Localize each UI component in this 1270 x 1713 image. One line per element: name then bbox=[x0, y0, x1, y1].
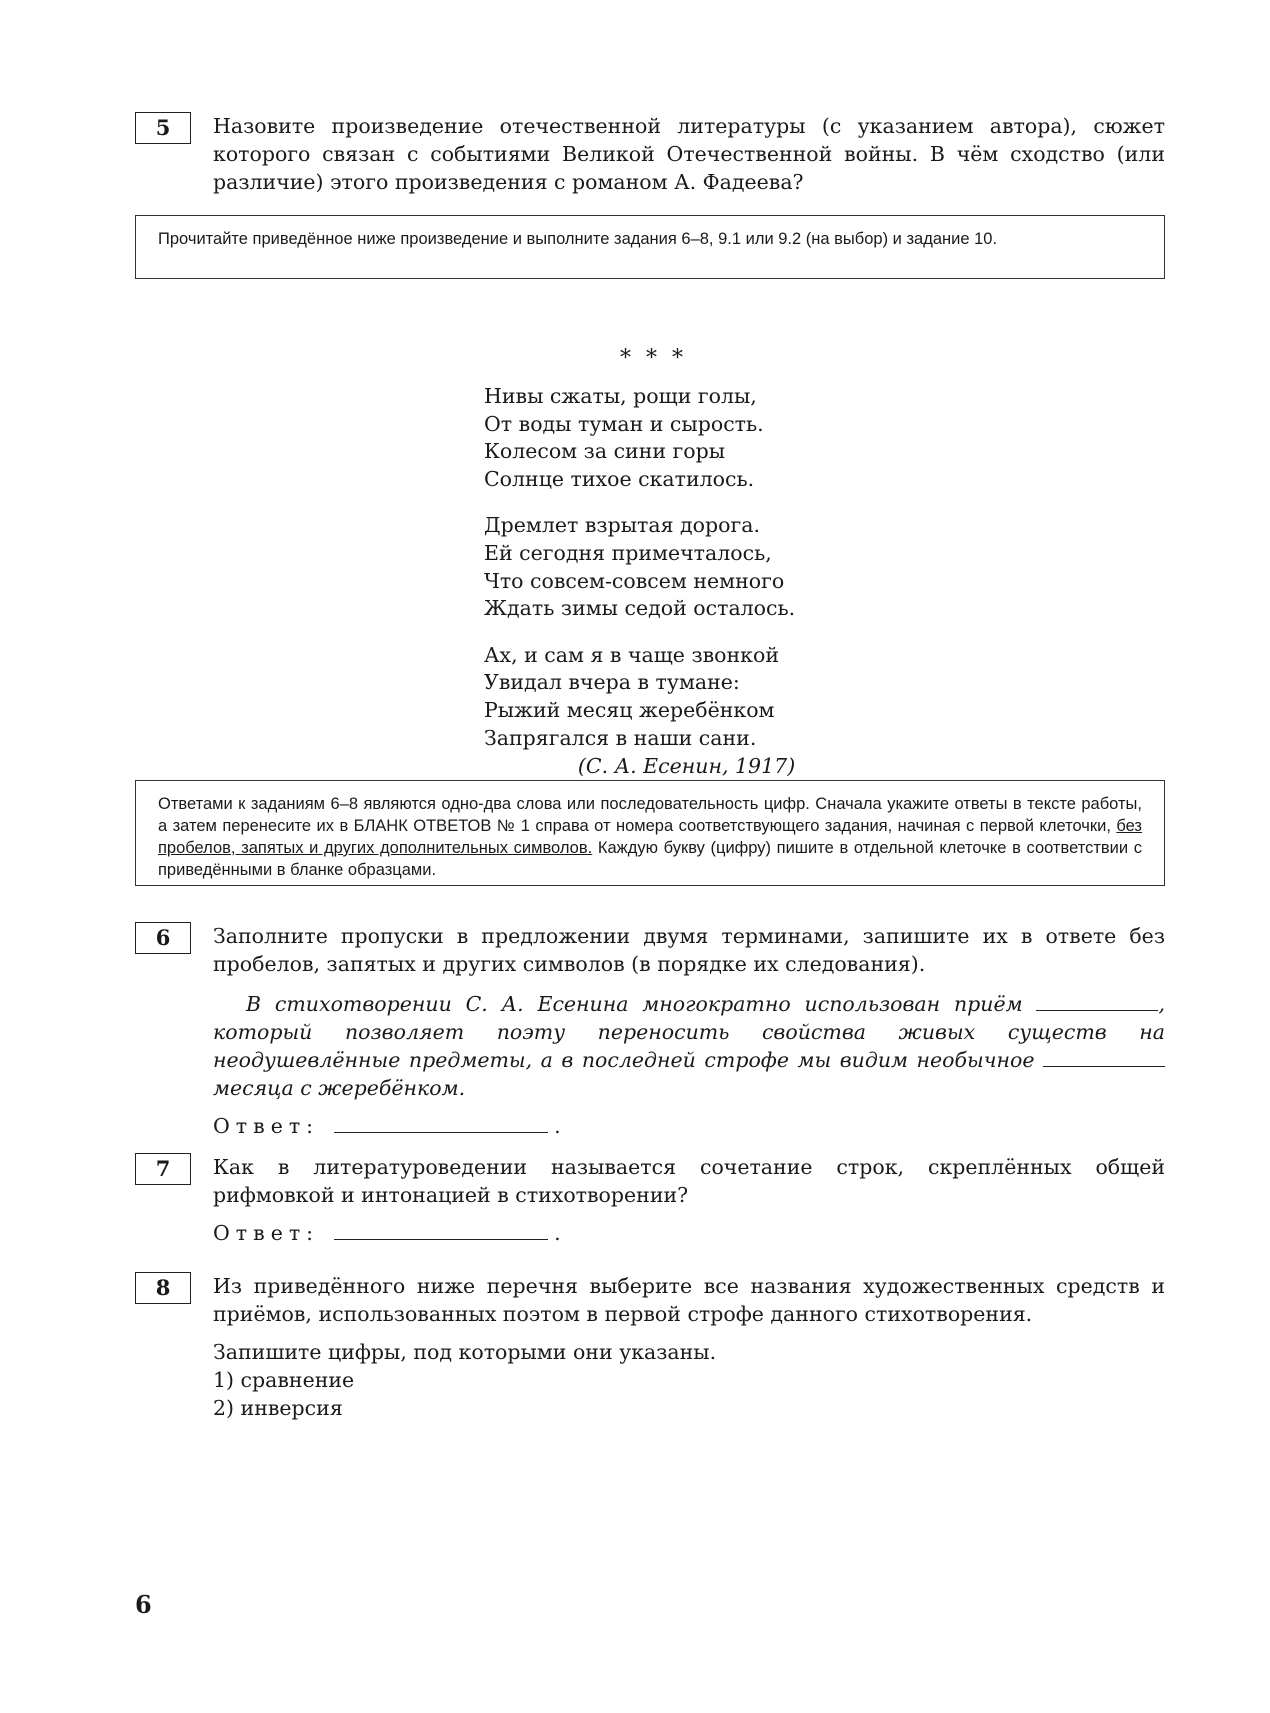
poem bbox=[484, 345, 795, 781]
option-item: 1) сравнение bbox=[213, 1368, 355, 1392]
poem-signature: (С. А. Есенин, 1917) bbox=[577, 754, 796, 779]
sentence-part-b: который позволяет поэту переносить свойства живых существ на неодушевлённые предметы, а в последней строфе мы видим необычное bbox=[213, 1020, 1165, 1072]
answer-blank[interactable] bbox=[334, 1219, 548, 1240]
poem-line: Ах, и сам я в чаще звонкой bbox=[484, 642, 779, 667]
task-text: Заполните пропуски в предложении двумя терминами, запишите их в ответе без пробелов, запятых и других символов (в порядке их следования). bbox=[213, 924, 1165, 976]
answer-line: Ответ: . bbox=[213, 1221, 561, 1245]
poem-year: 1917 bbox=[735, 754, 788, 779]
task-5 bbox=[135, 112, 1165, 196]
task-text: Назовите произведение отечественной литературы (с указанием автора), сюжет которого связан с событиями Великой Отечественной войны. В чём сходство (или различие) этого произведения с романом А. Фадеева? bbox=[213, 114, 1165, 194]
page-number: 6 bbox=[135, 1590, 152, 1619]
answer-label: Ответ: bbox=[213, 1114, 320, 1138]
task-number-box: 7 bbox=[135, 1153, 191, 1185]
answer-rules-underlined: без пробелов, запятых и других дополнительных символов. bbox=[158, 817, 1142, 857]
task-sentence: В стихотворении С. А. Есенина многократно использован приём , который позволяет поэту переносить свойства живых существ на неодушевлённые предметы, а в последней строфе мы видим необычное месяца с жеребёнком. bbox=[213, 992, 1165, 1100]
answer-rules-text bbox=[158, 793, 1142, 881]
poem-line: Рыжий месяц жеребёнком bbox=[484, 697, 775, 722]
instruction-text: Прочитайте приведённое ниже произведение и выполните задания 6–8, 9.1 или 9.2 (на выбор) и задание 10. bbox=[158, 230, 998, 248]
gap-blank[interactable] bbox=[1043, 1046, 1165, 1067]
answer-rules-part1: Ответами к заданиям 6–8 являются одно-два слова или последовательность цифр. Сначала укажите ответы в тексте работы, а затем перенесите их в БЛАНК ОТВЕТОВ № 1 справа от номера соответствующего задания, начиная с первой клеточки, bbox=[158, 795, 1142, 835]
answer-label: Ответ: bbox=[213, 1221, 320, 1245]
stanza bbox=[484, 383, 795, 493]
poem-line: Ждать зимы седой осталось. bbox=[484, 596, 796, 621]
task-number-box: 5 bbox=[135, 112, 191, 144]
stanza bbox=[484, 512, 795, 622]
poem-line: Нивы сжаты, рощи голы, bbox=[484, 384, 757, 408]
option-item: 2) инверсия bbox=[213, 1396, 343, 1420]
poem-line: Солнце тихое скатилось. bbox=[484, 466, 755, 491]
answer-line: Ответ: . bbox=[213, 1114, 561, 1138]
poem-author: С. А. Есенин, bbox=[585, 754, 729, 779]
task-number-box: 8 bbox=[135, 1272, 191, 1304]
poem-line: Ей сегодня примечталось, bbox=[484, 540, 772, 565]
gap-blank[interactable] bbox=[1036, 990, 1158, 1011]
answer-rules-part2: Каждую букву (цифру) пишите в отдельной клеточке в соответствии с приведёнными в бланке образцами. bbox=[158, 839, 1142, 879]
task-number-box: 6 bbox=[135, 922, 191, 954]
task-text: Из приведённого ниже перечня выберите все названия художественных средств и приёмов, использованных поэтом в первой строфе данного стихотворения. bbox=[213, 1274, 1165, 1326]
poem-line: Запрягался в наши сани. bbox=[484, 725, 757, 750]
task-7 bbox=[135, 1153, 1165, 1247]
poem-line: Увидал вчера в тумане: bbox=[484, 670, 740, 695]
stanza bbox=[484, 642, 795, 752]
poem-line: Дремлет взрытая дорога. bbox=[484, 513, 760, 538]
task-6 bbox=[135, 922, 1165, 1140]
poem-line: Что совсем-совсем немного bbox=[484, 568, 785, 593]
sentence-part-c: месяца с жеребёнком. bbox=[213, 1076, 466, 1100]
sentence-part-a: В стихотворении С. А. Есенина многократно использован приём bbox=[246, 992, 1023, 1016]
instruction-box bbox=[135, 215, 1165, 279]
task-instruction: Запишите цифры, под которыми они указаны. bbox=[213, 1340, 717, 1364]
task-8 bbox=[135, 1272, 1165, 1422]
answer-blank[interactable] bbox=[334, 1112, 548, 1133]
poem-title: * * * bbox=[620, 346, 687, 371]
poem-line: Колесом за сини горы bbox=[484, 439, 726, 464]
task-text: Как в литературоведении называется сочетание строк, скреплённых общей рифмовкой и интонацией в стихотворении? bbox=[213, 1155, 1165, 1207]
poem-line: От воды туман и сырость. bbox=[484, 411, 764, 436]
answer-rules-box bbox=[135, 780, 1165, 886]
